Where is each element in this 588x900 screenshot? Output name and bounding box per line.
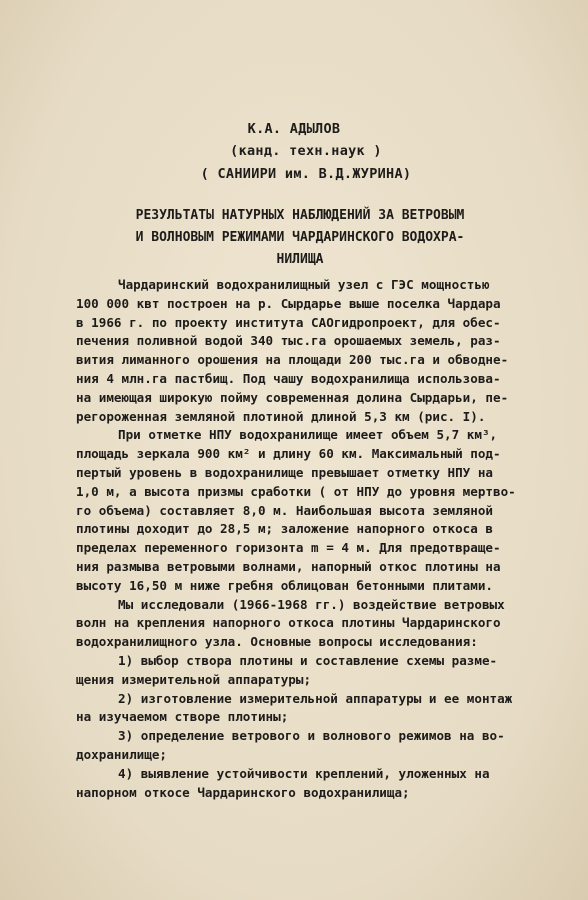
body-line: высоту 16,50 м ниже гребня облицован бетонными плитами.: [76, 577, 494, 593]
list-item: 3) определение ветрового и волнового режимов на во-: [118, 728, 505, 744]
list-item: 4) выявление устойчивости креплений, уложенных на: [118, 765, 490, 781]
body-line: пределах переменного горизонта m = 4 м. Для предотвраще-: [76, 540, 501, 556]
author-degree: (канд. техн.наук ): [230, 143, 382, 159]
body-line: При отметке НПУ водохранилище имеет объем 5,7 км³,: [118, 427, 498, 443]
body-line: щения измерительной аппаратуры;: [76, 671, 312, 687]
article-body: [76, 276, 528, 802]
title-line: И ВОЛНОВЫМ РЕЖИМАМИ ЧАРДАРИНСКОГО ВОДОХРА-: [135, 230, 465, 245]
body-line: печения поливной водой 340 тыс.га орошаемых земель, раз-: [76, 333, 501, 349]
body-line: ния 4 млн.га пастбищ. Под чашу водохранилища использова-: [76, 370, 501, 386]
body-line: на изучаемом створе плотины;: [76, 709, 289, 725]
body-line: напорном откосе Чардаринского водохранилища;: [76, 784, 410, 800]
article-title: [110, 205, 490, 271]
body-line: Чардаринский водохранилищный узел с ГЭС мощностью: [118, 277, 490, 292]
title-line: НИЛИЩА: [276, 252, 324, 267]
body-line: водохранилищного узла. Основные вопросы исследования:: [76, 634, 478, 650]
body-line: го объема) составляет 8,0 м. Наибольшая высота земляной: [76, 502, 494, 518]
body-line: ния размыва ветровыми волнами, напорный откос плотины на: [76, 558, 501, 574]
body-line: Мы исследовали (1966-1968 гг.) воздействие ветровых: [118, 596, 505, 612]
author-institution: ( САНИИРИ им. В.Д.ЖУРИНА): [200, 166, 412, 182]
body-line: волн на крепления напорного откоса плотины Чардаринского: [76, 615, 501, 631]
title-line: РЕЗУЛЬТАТЫ НАТУРНЫХ НАБЛЮДЕНИЙ ЗА ВЕТРОВЫМ: [135, 208, 465, 223]
list-item: 1) выбор створа плотины и составление схемы разме-: [118, 652, 498, 668]
body-line: пертый уровень в водохранилище превышает отметку НПУ на: [76, 464, 494, 480]
author-name: К.А. АДЫЛОВ: [247, 121, 341, 137]
body-line: регороженная земляной плотиной длиной 5,3 км (рис. I).: [76, 408, 486, 424]
body-line: на имеющая широкую пойму современная долина Сырдарьи, пе-: [76, 389, 509, 405]
body-line: площадь зеркала 900 км² и длину 60 км. Максимальный под-: [76, 446, 501, 462]
body-line: плотины доходит до 28,5 м; заложение напорного откоса в: [76, 521, 494, 537]
body-line: в 1966 г. по проекту института САОгидропроект, для обес-: [76, 314, 501, 330]
list-item: 2) изготовление измерительной аппаратуры и ее монтаж: [118, 690, 513, 706]
body-line: вития лиманного орошения на площади 200 тыс.га и обводне-: [76, 352, 509, 368]
body-line: дохранилище;: [76, 746, 167, 762]
body-line: 1,0 м, а высота призмы сработки ( от НПУ до уровня мертво-: [76, 483, 516, 499]
body-line: 100 000 квт построен на р. Сырдарье выше поселка Чардара: [76, 295, 501, 311]
